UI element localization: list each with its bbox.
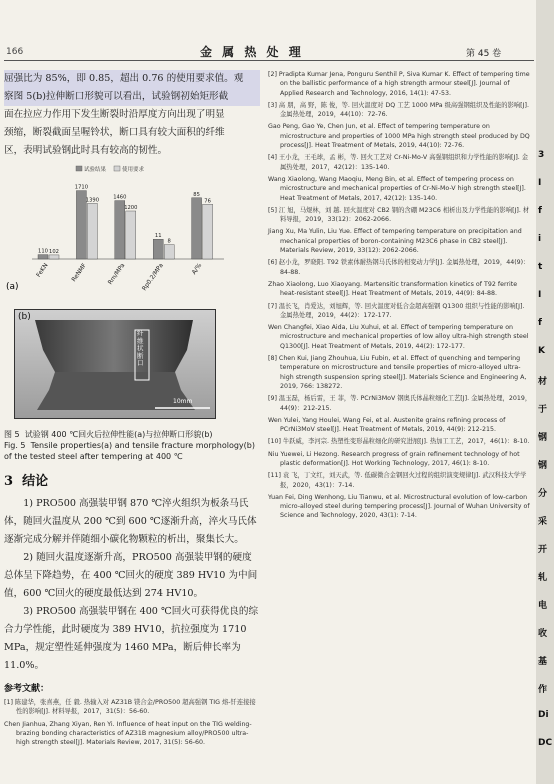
side-glyph: I bbox=[538, 178, 542, 188]
reference-entry: [4] 王小龙，王毛球，孟 彬，等. 回火工艺对 Cr-Ni-Mo-V 高强钢组织和力学性能的影响[J]. 金属热处理，2017，42(12)：135-140. bbox=[268, 154, 529, 171]
reference-entry: Yuan Fei, Ding Wenhong, Liu Tianwu, et al. Microstructural evolution of low-carbon micro-alloyed steel during tempering process[J]. Journal of Wuhan University of Science and Technology, 2020, 43(1): 7-14. bbox=[268, 493, 530, 520]
intro-line: 区，表明试验钢此时具有较高的韧性。 bbox=[4, 145, 168, 156]
reference-entry: Wang Xiaolong, Wang Maoqiu, Meng Bin, et al. Effect of tempering process on microstructure and mechanical properties of Cr-Ni-Mo-V high strength steel[J]. Heat Treatment of Metals, 2017, 42(12): 135-140. bbox=[268, 175, 526, 202]
bar-result bbox=[192, 198, 202, 259]
side-glyph: 作 bbox=[538, 685, 548, 695]
reference-entry: Gao Peng, Gao Ye, Chen Jun, et al. Effect of tempering temperature on microstructure and properties of 1000 MPa high strength steel produced by DQ process[J]. Heat Treatment of Metals, 2019, 44(10): 72-76. bbox=[268, 123, 530, 150]
side-glyph: 钢 bbox=[538, 461, 548, 471]
data-label: 76 bbox=[204, 198, 211, 205]
side-glyph: t bbox=[538, 262, 543, 272]
volume-label: 第 45 卷 bbox=[466, 49, 502, 59]
bar-requirement bbox=[49, 255, 59, 259]
caption-cn: 试验钢 400 ℃回火后拉伸性能(a)与拉伸断口形貌(b) bbox=[24, 430, 213, 439]
fracture-photo bbox=[14, 309, 216, 419]
data-label: 110 bbox=[38, 248, 48, 255]
figure-5 bbox=[6, 164, 254, 419]
side-glyph: 收 bbox=[538, 629, 548, 639]
side-glyph: i bbox=[538, 234, 542, 244]
side-glyph: K bbox=[538, 346, 545, 356]
side-glyph: I bbox=[538, 290, 542, 300]
caption-cn-label: 图 5 bbox=[4, 430, 20, 439]
side-glyph: 电 bbox=[538, 601, 548, 611]
conclusion-1: 1) PRO500 高强装甲钢 870 ℃淬火组织为板条马氏体，随回火温度从 200 ℃到 600 ℃逐渐升高，淬火马氏体逐渐完成分解并伴随细小碳化物颗粒的析出，聚集长大。 bbox=[4, 498, 257, 545]
side-glyph: 采 bbox=[538, 517, 548, 527]
legend-label-requirement: 使用要求 bbox=[122, 167, 145, 173]
data-label: 85 bbox=[193, 191, 200, 198]
reference-entry: [7] 温长飞，肖爱达，刘旭辉，等. 回火温度对低合金超高强钢 Q1300 组织与性能的影响[J]. 金属热处理，2019，44(2)：172-177. bbox=[268, 302, 525, 319]
data-label: 11 bbox=[154, 233, 162, 240]
reference-entry: [2] Pradipta Kumar Jena, Ponguru Senthil P, Siva Kumar K. Effect of tempering time on the ballistic performance of a high strength armour steel[J]. Journal of Applied Research and Technology, 2016, 14(1): 47-53. bbox=[268, 71, 530, 97]
data-label: 8 bbox=[167, 238, 171, 245]
intro-line: 面在拉应力作用下发生断裂时沿厚度方向出现了明显 bbox=[4, 109, 225, 120]
adjacent-page-edge bbox=[536, 0, 554, 784]
bar-requirement bbox=[126, 211, 136, 259]
reference-entry: [6] 赵小龙，罗晓阳. T92 铁素体耐热钢马氏体的相变动力学[J]. 金属热处理，2019，44(9)：84-88. bbox=[268, 259, 530, 276]
figure-caption bbox=[4, 429, 260, 462]
reference-entry: [9] 温玉磊，杨后雷，王 菲，等. PCrNi3MoV 钢奥氏体晶粒细化工艺[J]. 金属热处理，2019，44(9)：212-215. bbox=[268, 395, 532, 412]
right-column bbox=[268, 70, 532, 524]
x-tick-label: A/% bbox=[190, 262, 204, 276]
x-tick-label: Rp0.2/MPa bbox=[140, 262, 165, 293]
reference-entry: [5] 江 旭，马煜林，刘 越. 回火温度对 CB2 钢的含硼 M23C6 相析出及力学性能的影响[J]. 材料导报，2019，33(12)：2062-2066. bbox=[268, 206, 530, 224]
x-tick-label: ReNMF bbox=[70, 262, 89, 284]
journal-title: 金 属 热 处 理 bbox=[200, 45, 304, 59]
legend-swatch-requirement bbox=[114, 166, 120, 171]
fig-a-label: (a) bbox=[6, 282, 19, 292]
side-glyph: f bbox=[538, 318, 542, 328]
section-number: 3 bbox=[4, 474, 14, 489]
reference-entry: Zhao Xiaolong, Luo Xiaoyang. Martensitic transformation kinetics of T92 ferrite heat-resistant steel[J]. Heat Treatment of Metals, 2019, 44(9): 84-88. bbox=[268, 280, 518, 298]
side-glyph: 钢 bbox=[538, 433, 548, 443]
data-label: 1710 bbox=[74, 184, 89, 191]
left-column bbox=[4, 70, 260, 750]
reference-entry: [3] 高 朋，高 野，陈 俊，等. 回火温度对 DQ 工艺 1000 MPa 级高强钢组织及性能的影响[J]. 金属热处理，2019，44(10)：72-76. bbox=[268, 101, 529, 119]
bar-result bbox=[153, 239, 163, 259]
side-glyph: 材 bbox=[538, 377, 548, 387]
page-number: 166 bbox=[6, 47, 24, 57]
intro-line: 察图 5(b)拉伸断口形貌可以看出，试验钢初始矩形截 bbox=[4, 88, 260, 106]
legend-swatch-result bbox=[76, 166, 82, 171]
side-glyph: DC bbox=[538, 738, 553, 748]
data-label: 1390 bbox=[85, 197, 100, 204]
x-tick-label: FeKN bbox=[35, 262, 50, 279]
side-glyph: 3 bbox=[538, 150, 545, 160]
reference-entry: Niu Yuewei, Li Hezong. Research progress of grain refinement technology of hot plastic deformation[J]. Hot Working Technology, 2017, 46(1): 8-10. bbox=[268, 450, 520, 467]
section-heading bbox=[4, 470, 260, 489]
reference-entry: [8] Chen Kui, Jiang Zhouhua, Liu Fubin, et al. Effect of quenching and tempering temperature on microstructure and tensile properties of micro-alloyed ultra-high strength suspension spring steel[J]. Materials Science and Engineering A, 2019, 766: 138272. bbox=[268, 355, 527, 390]
intro-paragraph bbox=[4, 70, 260, 160]
header-rule bbox=[4, 60, 534, 61]
side-glyph: 基 bbox=[538, 657, 548, 667]
caption-en: Tensile properties(a) and tensile fracture morphology(b) of the tested steel after tempering at 400 ℃ bbox=[4, 441, 255, 461]
bar-requirement bbox=[87, 203, 97, 259]
bar-result bbox=[38, 255, 48, 259]
reference-entry: Wen Yulei, Yang Houlei, Wang Fei, et al. Austenite grains refining process of PCrNi3MoV steel[J]. Heat Treatment of Metals, 2019, 44(9): 212-215. bbox=[268, 416, 506, 434]
fiber-fracture-label: 纤维状断口 bbox=[137, 329, 144, 367]
bar-requirement bbox=[164, 245, 174, 259]
reference-entry: Chen Jianhua, Zhang Xiyan, Ren Yi. Influence of heat input on the TIG welding-brazing bonding characteristics of AZ31B magnesium alloy/PRO500 ultra-high strength steel[J]. Materials Review, 2017, 31(5): 56-60. bbox=[4, 720, 252, 747]
side-glyph: 于 bbox=[538, 405, 548, 415]
references-heading: 参考文献： bbox=[4, 684, 50, 694]
side-glyph: 分 bbox=[538, 489, 548, 499]
legend-label-result: 试验结果 bbox=[84, 167, 107, 173]
caption-en-label: Fig. 5 bbox=[4, 441, 26, 450]
reference-entry: [1] 陈建华，张喜燕，任 毅. 热输入对 AZ31B 镁合金/PRO500 超高强钢 TIG 熔-钎连接接性的影响[J]. 材料导报，2017，31(5)：56-60. bbox=[4, 699, 256, 716]
x-tick-label: Rm/MPa bbox=[106, 262, 127, 287]
side-glyph: 轧 bbox=[538, 573, 548, 583]
side-glyph: Di bbox=[538, 710, 549, 720]
reference-entry: Jiang Xu, Ma Yulin, Liu Yue. Effect of tempering temperature on precipitation and mechanical properties of boron-containing M23C6 phase in CB2 steel[J]. Materials Review, 2019, 33(12): 2062-2066. bbox=[268, 228, 522, 255]
intro-line: 颈缩，断裂截面呈喔铃状，断口具有较大面积的纤维 bbox=[4, 127, 225, 138]
reference-entry: [11] 袁 飞，丁文红，刘天武，等. 低碳微合金钢回火过程的组织演变规律[J]. 武汉科技大学学报，2020，43(1)：7-14. bbox=[268, 472, 527, 489]
data-label: 102 bbox=[49, 248, 59, 255]
section-title: 结论 bbox=[22, 474, 49, 489]
fig-b-label: (b) bbox=[18, 312, 31, 322]
data-label: 1460 bbox=[113, 194, 127, 201]
side-glyph: f bbox=[538, 206, 542, 216]
scale-bar-label: 10mm bbox=[173, 398, 193, 405]
side-glyph: 开 bbox=[538, 545, 548, 555]
bar-requirement bbox=[203, 204, 213, 259]
conclusion-3: 3) PRO500 高强装甲钢在 400 ℃回火可获得优良的综合力学性能，此时硬度为 389 HV10，抗拉强度为 1710 MPa，规定塑性延伸强度为 1460 MPa，断后伸长率为 11.0%。 bbox=[4, 606, 259, 671]
tensile-bar-chart bbox=[14, 164, 234, 299]
reference-entry: Wen Changfei, Xiao Aida, Liu Xuhui, et al. Effect of tempering temperature on microstructure and mechanical properties of low alloy ultra-high strength steel Q1300[J]. Heat Treatment of Metals, 2019, 44(2): 172-177. bbox=[268, 324, 529, 350]
data-label: 1200 bbox=[124, 205, 138, 211]
intro-line: 屈强比为 85%，即 0.85，超出 0.76 的使用要求值。观 bbox=[4, 70, 260, 88]
reference-entry: [10] 牛跃威，李河宗. 热塑性变形晶粒细化的研究进展[J]. 热加工工艺，2017，46(1)：8-10. bbox=[268, 438, 530, 446]
conclusion-2: 2) 随回火温度逐渐升高，PRO500 高强装甲钢的硬度总体呈下降趋势，在 400 ℃回火的硬度 389 HV10 为中间值，600 ℃回火的硬度最低达到 274 HV10。 bbox=[4, 552, 258, 599]
